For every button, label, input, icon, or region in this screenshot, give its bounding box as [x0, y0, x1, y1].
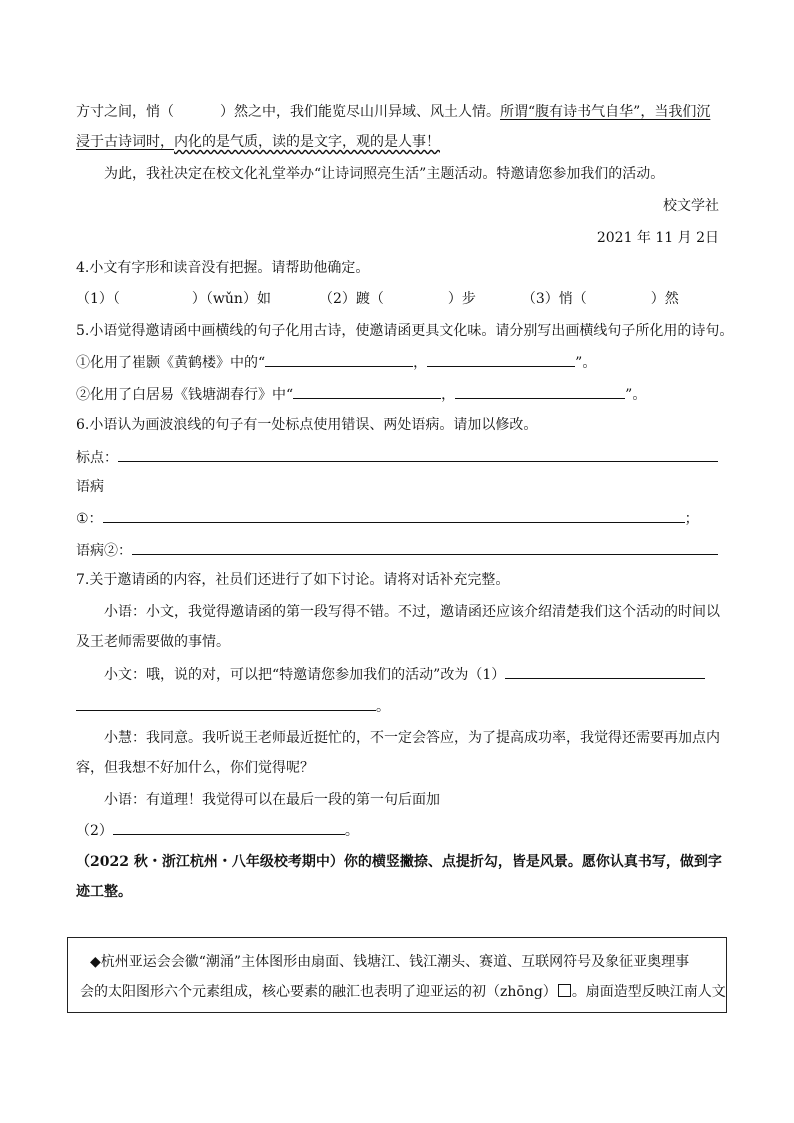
writing-note-line-2: 迹工整。	[76, 884, 132, 900]
text: ①化用了崔颢《黄鹤楼》中的“	[76, 355, 266, 371]
question-4-items	[76, 289, 679, 309]
answer-blank[interactable]	[113, 820, 345, 835]
text: 方寸之间，悄（	[76, 104, 174, 120]
question-6-err-label: 语病	[76, 479, 104, 495]
dialog-3-line-2: 容，但我想不好加什么，你们觉得呢？	[76, 760, 314, 776]
dialog-3-line-1: 小慧：我同意。我听说王老师最近挺忙的，不一定会答应，为了提高成功率，我觉得还需要再加点内	[104, 730, 720, 746]
text: （3）悄（	[521, 291, 587, 307]
text: ，	[413, 355, 428, 371]
paragraph-1-line-2	[76, 132, 440, 152]
text: ）（wǔn）如	[191, 291, 271, 307]
blank-square-icon	[558, 984, 571, 997]
text: 会的太阳图形六个元素组成，核心要素的融汇也表明了迎亚运的初（zhōng）	[80, 984, 557, 1000]
answer-blank[interactable]	[265, 352, 413, 367]
answer-blank[interactable]	[293, 384, 441, 399]
text: （1）（	[76, 291, 120, 307]
answer-blank[interactable]	[427, 352, 575, 367]
box-line-2	[80, 982, 726, 1002]
underlined-text: 浸于古诗词时，	[76, 134, 174, 150]
answer-blank[interactable]	[455, 384, 625, 399]
question-6-err-2	[76, 540, 718, 561]
text: ）步	[447, 291, 476, 307]
copy-text-box	[67, 937, 727, 1013]
dialog-1-line-2: 及王老师需要做的事情。	[76, 634, 230, 650]
text: ②化用了白居易《钱塘湖春行》中“	[76, 387, 294, 403]
text: ①：	[76, 511, 103, 527]
question-5-b	[76, 384, 646, 405]
dialog-2-line-2	[76, 696, 390, 717]
paragraph-2: 为此，我社决定在校文化礼堂举办“让诗词照亮生活”主题活动。特邀请您参加我们的活动。	[104, 166, 665, 182]
text: 。	[344, 823, 359, 839]
answer-blank[interactable]	[132, 540, 718, 555]
answer-blank[interactable]	[505, 664, 705, 679]
date: 2021 年 11 月 2日	[596, 230, 719, 246]
text: 小文：哦，说的对，可以把“特邀请您参加我们的活动”改为（1）	[104, 667, 506, 683]
box-line-1: ◆杭州亚运会会徽“潮涌”主体图形由扇面、钱塘江、钱江潮头、赛道、互联网符号及象征亚奥理事	[90, 954, 690, 970]
dialog-1-line-1: 小语：小文，我觉得邀请函的第一段写得不错。不过，邀请函还应该介绍清楚我们这个活动的时间以	[104, 604, 720, 620]
dialog-2-line-1	[104, 664, 705, 685]
text: 。扇面造型反映江南人文	[571, 984, 726, 1000]
writing-note-line-1: （2022 秋・浙江杭州・八年级校考期中）你的横竖撇捺、点提折勾，皆是风景。愿你认真书写，做到字	[76, 854, 722, 870]
text: ）然之中，我们能览尽山川异域、风土人情。	[220, 104, 500, 120]
dialog-4-line-1: 小语：有道理！我觉得可以在最后一段的第一句后面加	[104, 792, 440, 808]
question-7-stem: 7.关于邀请函的内容，社员们还进行了如下讨论。请将对话补充完整。	[76, 572, 510, 588]
answer-blank[interactable]	[118, 447, 718, 462]
text: （2）	[76, 823, 113, 839]
text: 标点：	[76, 450, 118, 466]
text: ，	[441, 387, 456, 403]
text: （2）踱（	[318, 291, 384, 307]
dialog-4-line-2	[76, 820, 359, 841]
answer-blank[interactable]	[103, 508, 685, 523]
text: ；	[684, 511, 699, 527]
paragraph-1-line-1	[76, 102, 710, 122]
question-5-a	[76, 352, 596, 373]
question-6-stem: 6.小语认为画波浪线的句子有一处标点使用错误、两处语病。请加以修改。	[76, 417, 538, 433]
question-6-punct	[76, 447, 718, 468]
question-5-stem: 5.小语觉得邀请函中画横线的句子化用古诗，使邀请函更具文化味。请分别写出画横线句子所化用的诗句。	[76, 323, 734, 339]
question-4-stem: 4.小文有字形和读音没有把握。请帮助他确定。	[76, 260, 370, 276]
question-6-err-1	[76, 508, 699, 529]
text: 语病②：	[76, 543, 132, 559]
answer-blank[interactable]	[76, 696, 376, 711]
text: 。	[376, 699, 390, 715]
signature: 校文学社	[663, 198, 719, 214]
underlined-text: 所谓“腹有诗书气自华”，当我们沉	[500, 104, 711, 120]
wavy-underlined-text: 内化的是气质，读的是文字，观的是人事！	[174, 134, 440, 150]
text: ）然	[650, 291, 679, 307]
text: ”。	[575, 355, 597, 371]
text: ”。	[625, 387, 647, 403]
